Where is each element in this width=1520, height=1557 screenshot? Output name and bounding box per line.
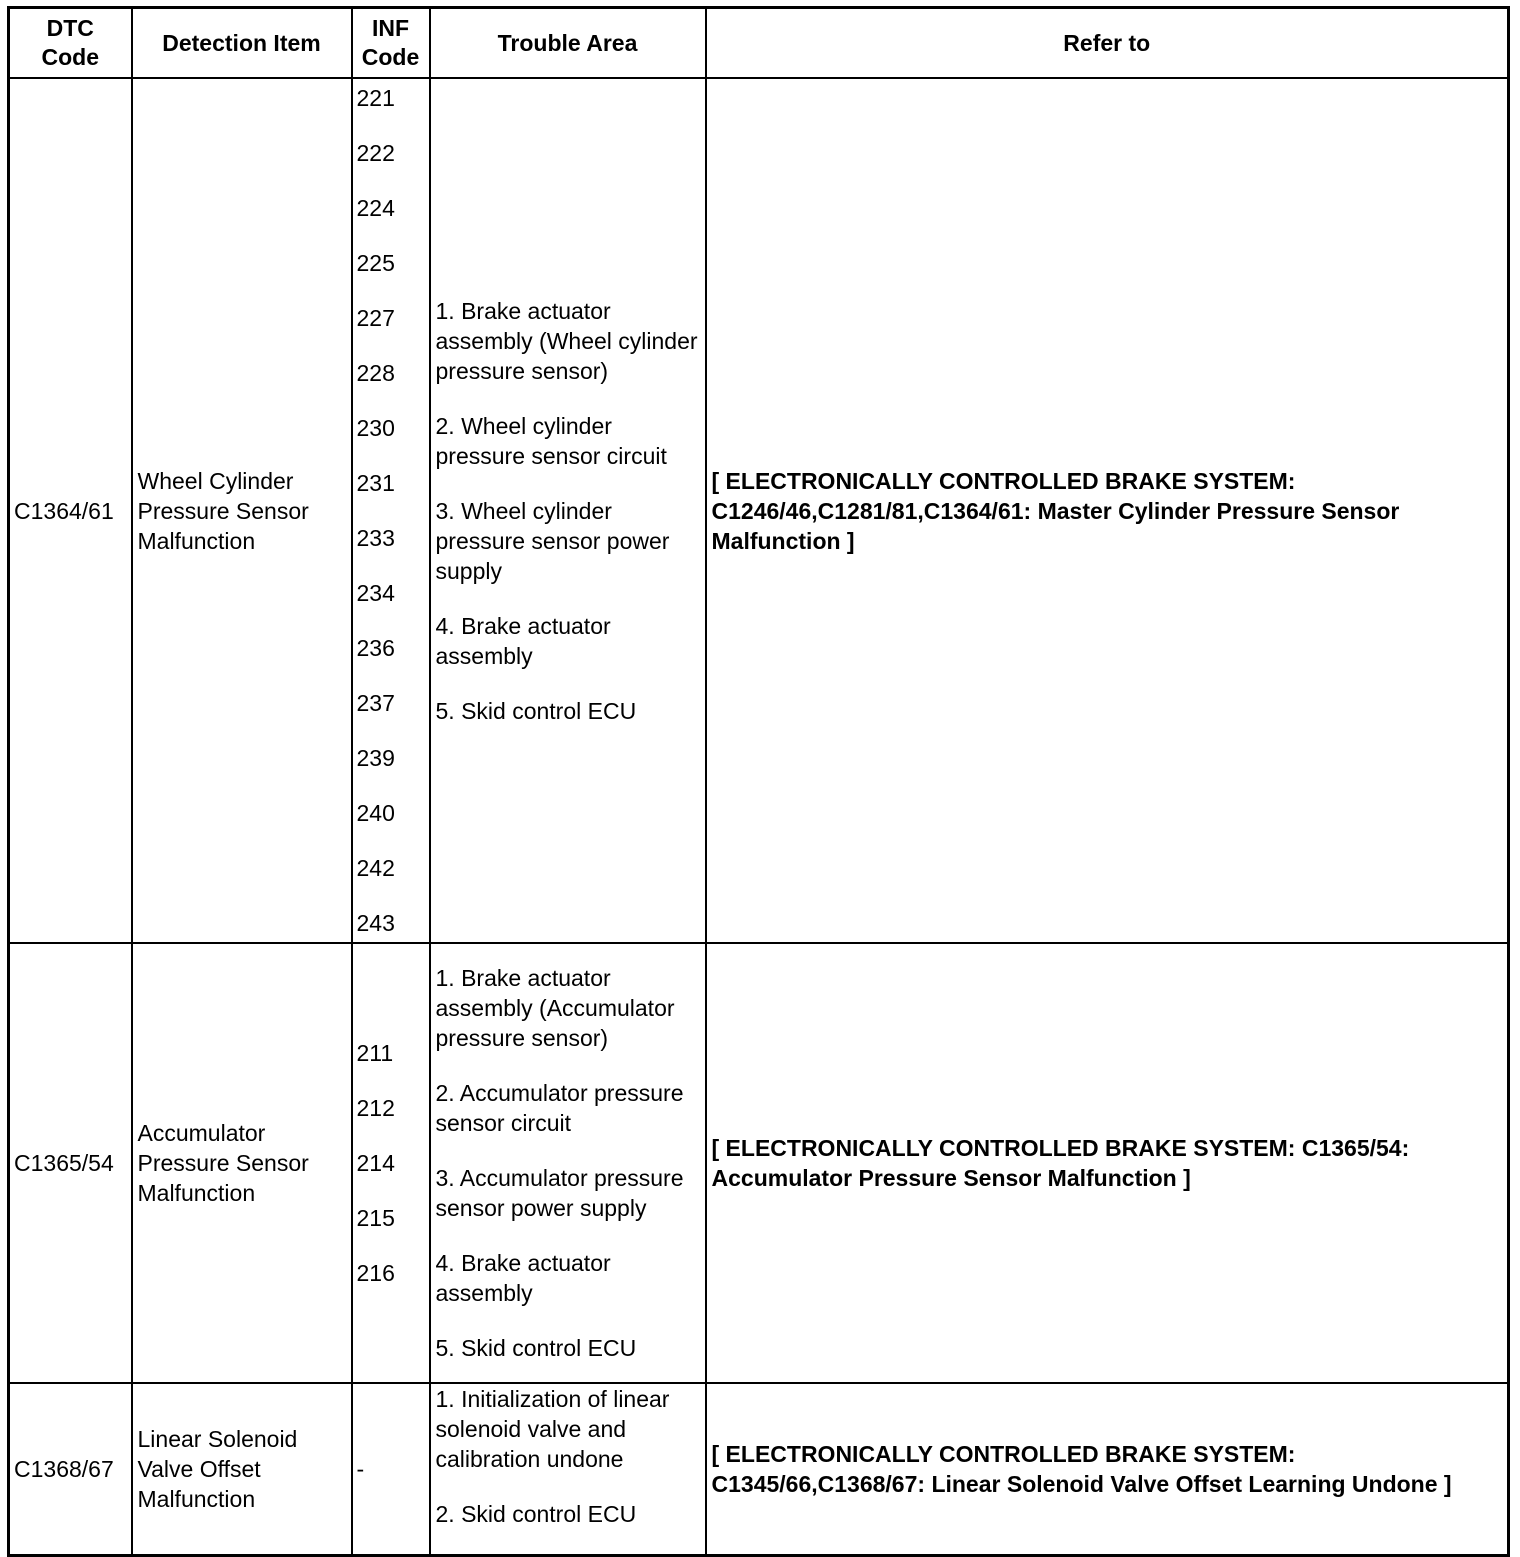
inf-code: 236 [356,635,395,661]
refer-to-cell: [ ELECTRONICALLY CONTROLLED BRAKE SYSTEM: C1246/46,C1281/81,C1364/61: Master Cylinder Pressure Sensor Malfunction ] [706,78,1509,943]
header-detection-item: Detection Item [132,8,352,79]
inf-code: 240 [356,800,395,826]
inf-code: 228 [356,360,395,386]
table-row [9,1383,1509,1556]
inf-code: 234 [356,580,395,606]
header-dtc-code: DTC Code [9,8,132,79]
trouble-area-cell [430,943,706,1383]
trouble-item: 5. Skid control ECU [435,1335,637,1361]
trouble-item: 2. Wheel cylinder pressure sensor circuit [435,412,667,469]
trouble-area-cell [430,78,706,943]
inf-code: 227 [356,305,395,331]
header-inf-code: INF Code [352,8,430,79]
header-trouble-area: Trouble Area [430,8,706,79]
inf-code: 242 [356,855,395,881]
inf-code: 224 [356,195,395,221]
trouble-item: 4. Brake actuator assembly [435,1250,611,1306]
inf-code: 211 [356,1040,394,1066]
inf-code: 221 [356,85,395,111]
inf-code-cell [352,943,430,1383]
refer-to-cell: [ ELECTRONICALLY CONTROLLED BRAKE SYSTEM: C1345/66,C1368/67: Linear Solenoid Valve Offset Learning Undone ] [706,1383,1509,1556]
inf-code: 230 [356,415,395,441]
header-refer-to: Refer to [706,8,1509,79]
detection-item-cell: Linear Solenoid Valve Offset Malfunction [132,1383,352,1556]
detection-item-cell: Wheel Cylinder Pressure Sensor Malfunction [132,78,352,943]
table-row [9,943,1509,1383]
detection-item-cell: Accumulator Pressure Sensor Malfunction [132,943,352,1383]
trouble-item: 1. Brake actuator assembly (Accumulator pressure sensor) [435,965,675,1051]
inf-code: 214 [356,1150,395,1176]
inf-code: 239 [356,745,395,771]
inf-code: 225 [356,250,395,276]
trouble-item: 4. Brake actuator assembly [435,612,611,669]
trouble-item: 2. Accumulator pressure sensor circuit [435,1080,684,1136]
trouble-item: 3. Wheel cylinder pressure sensor power supply [435,497,670,584]
inf-code: 231 [356,470,395,496]
trouble-item: 5. Skid control ECU [435,697,637,724]
inf-code-cell [352,78,430,943]
inf-code: 237 [356,690,395,716]
inf-code: 216 [356,1260,395,1286]
inf-code: 212 [356,1095,395,1121]
dtc-code-cell: C1368/67 [9,1383,132,1556]
dtc-code-cell: C1365/54 [9,943,132,1383]
dtc-table [7,6,1510,1557]
trouble-item: 3. Accumulator pressure sensor power supply [435,1165,684,1221]
inf-code: 215 [356,1205,395,1231]
inf-code: 243 [356,910,395,936]
table-row [9,78,1509,943]
trouble-item: 1. Initialization of linear solenoid valve and calibration undone [435,1386,670,1472]
dtc-table-container [7,6,1510,1557]
dtc-code-cell: C1364/61 [9,78,132,943]
inf-code-cell: - [352,1383,430,1556]
header-row [9,8,1509,79]
inf-code: 222 [356,140,395,166]
refer-to-cell: [ ELECTRONICALLY CONTROLLED BRAKE SYSTEM: C1365/54: Accumulator Pressure Sensor Malfunction ] [706,943,1509,1383]
trouble-item: 2. Skid control ECU [435,1501,637,1527]
inf-code: 233 [356,525,395,551]
trouble-area-cell [430,1383,706,1556]
trouble-item: 1. Brake actuator assembly (Wheel cylinder pressure sensor) [435,297,698,384]
